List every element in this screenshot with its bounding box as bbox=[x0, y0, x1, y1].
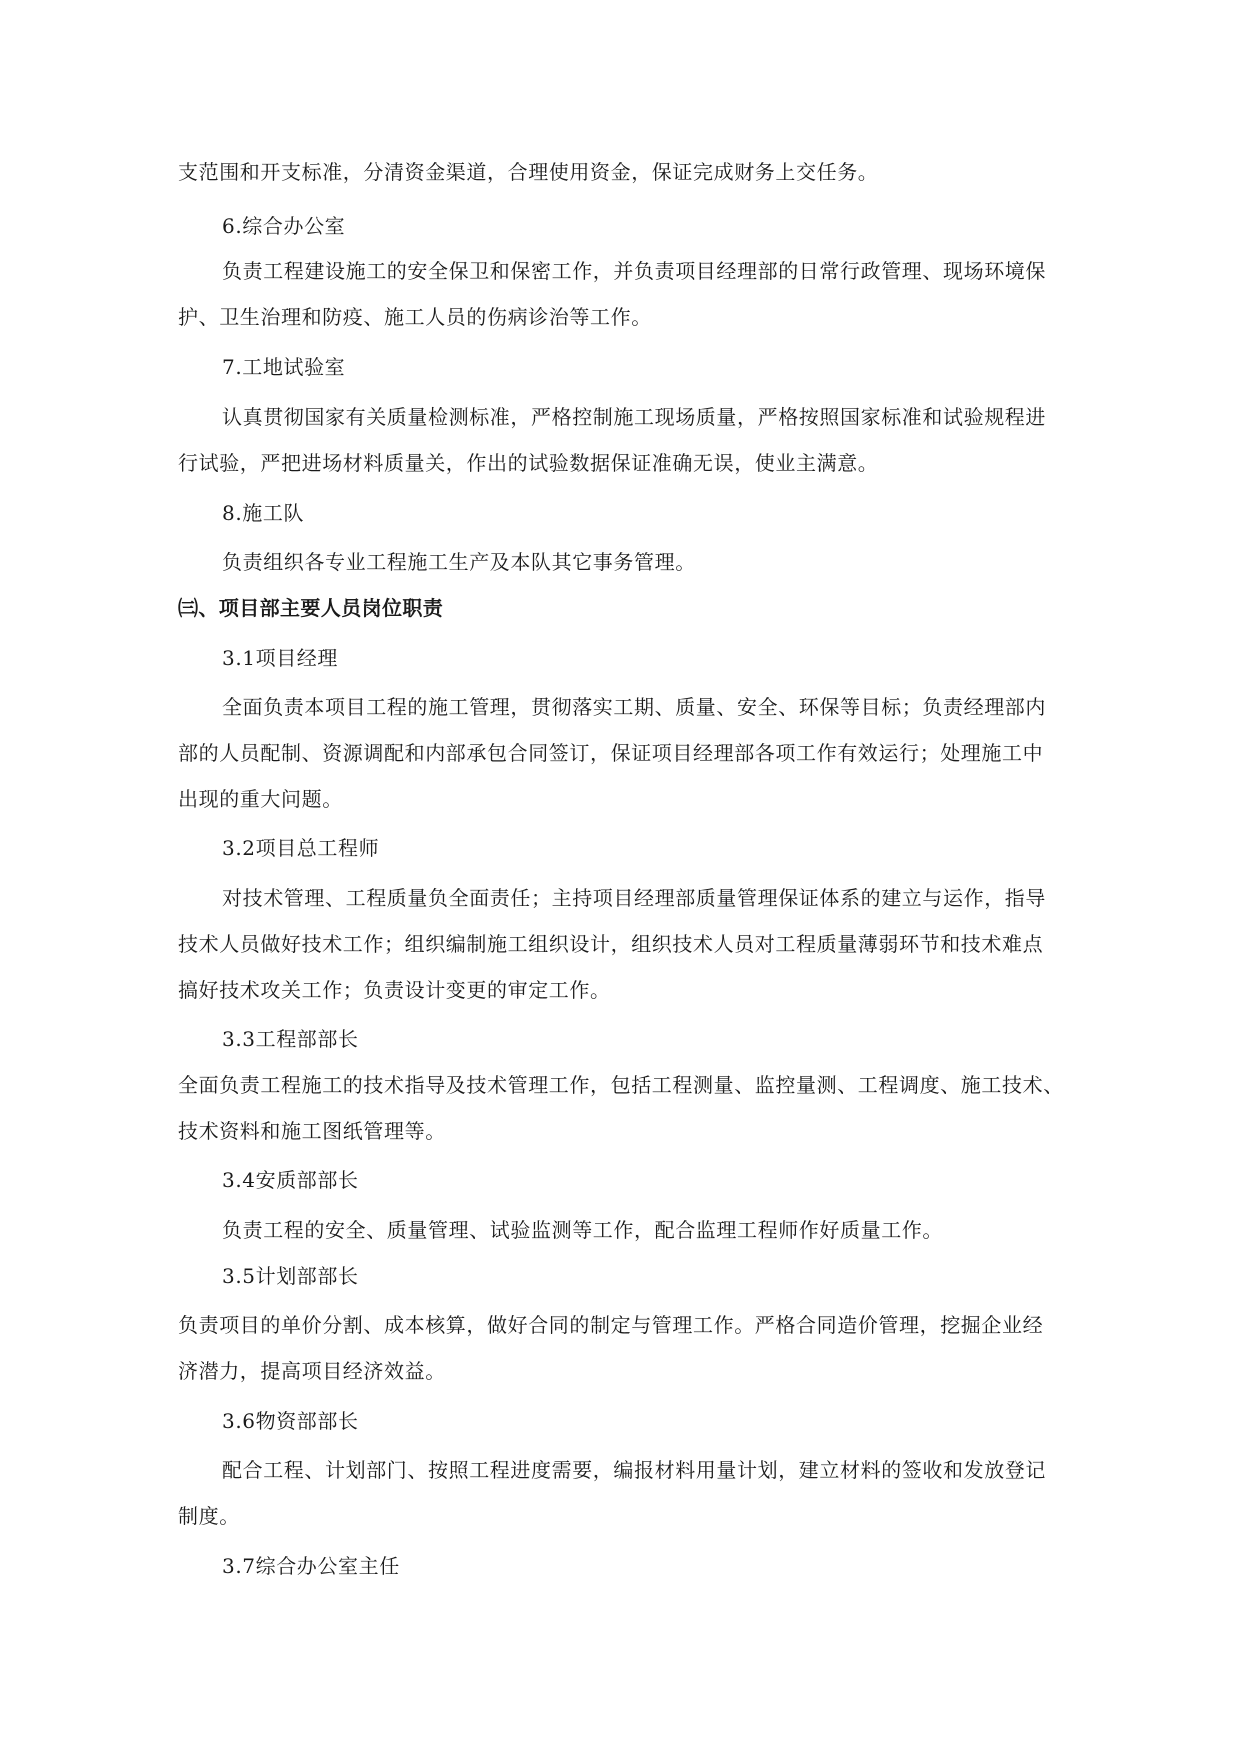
paragraph-line: 配合工程、计划部门、按照工程进度需要，编报材料用量计划，建立材料的签收和发放登记 bbox=[222, 1458, 1046, 1482]
paragraph-line: 负责工程的安全、质量管理、试验监测等工作，配合监理工程师作好质量工作。 bbox=[222, 1218, 943, 1242]
paragraph-line: 行试验，严把进场材料质量关，作出的试验数据保证准确无误，使业主满意。 bbox=[178, 451, 879, 475]
role-title: 3.2项目总工程师 bbox=[222, 836, 380, 860]
paragraph-line: 制度。 bbox=[178, 1504, 240, 1528]
role-title: 3.1项目经理 bbox=[222, 646, 339, 670]
section-title-lab: 7.工地试验室 bbox=[222, 355, 346, 379]
paragraph-line: 护、卫生治理和防疫、施工人员的伤病诊治等工作。 bbox=[178, 305, 652, 329]
section-heading: ㈢、项目部主要人员岗位职责 bbox=[178, 596, 444, 620]
role-title: 3.4安质部部长 bbox=[222, 1168, 359, 1192]
paragraph-line: 认真贯彻国家有关质量检测标准，严格控制施工现场质量，严格按照国家标准和试验规程进 bbox=[222, 405, 1046, 429]
paragraph-line: 全面负责工程施工的技术指导及技术管理工作，包括工程测量、监控量测、工程调度、施工技术、 bbox=[178, 1073, 1064, 1097]
paragraph-line: 全面负责本项目工程的施工管理，贯彻落实工期、质量、安全、环保等目标；负责经理部内 bbox=[222, 695, 1046, 719]
role-title: 3.7综合办公室主任 bbox=[222, 1554, 400, 1578]
paragraph-line: 支范围和开支标准，分清资金渠道，合理使用资金，保证完成财务上交任务。 bbox=[178, 160, 879, 184]
paragraph-line: 出现的重大问题。 bbox=[178, 787, 343, 811]
paragraph-line: 负责工程建设施工的安全保卫和保密工作，并负责项目经理部的日常行政管理、现场环境保 bbox=[222, 259, 1046, 283]
paragraph-line: 负责组织各专业工程施工生产及本队其它事务管理。 bbox=[222, 550, 696, 574]
paragraph-line: 部的人员配制、资源调配和内部承包合同签订，保证项目经理部各项工作有效运行；处理施工中 bbox=[178, 741, 1044, 765]
role-title: 3.6物资部部长 bbox=[222, 1409, 359, 1433]
paragraph-line: 负责项目的单价分割、成本核算，做好合同的制定与管理工作。严格合同造价管理，挖掘企业经 bbox=[178, 1313, 1044, 1337]
paragraph-line: 技术人员做好技术工作；组织编制施工组织设计，组织技术人员对工程质量薄弱环节和技术难点 bbox=[178, 932, 1044, 956]
paragraph-line: 搞好技术攻关工作；负责设计变更的审定工作。 bbox=[178, 978, 611, 1002]
role-title: 3.5计划部部长 bbox=[222, 1264, 359, 1288]
paragraph-line: 对技术管理、工程质量负全面责任；主持项目经理部质量管理保证体系的建立与运作，指导 bbox=[222, 886, 1046, 910]
paragraph-line: 济潜力，提高项目经济效益。 bbox=[178, 1359, 446, 1383]
section-title-office: 6.综合办公室 bbox=[222, 214, 346, 238]
paragraph-line: 技术资料和施工图纸管理等。 bbox=[178, 1119, 446, 1143]
section-title-team: 8.施工队 bbox=[222, 501, 305, 525]
role-title: 3.3工程部部长 bbox=[222, 1027, 359, 1051]
